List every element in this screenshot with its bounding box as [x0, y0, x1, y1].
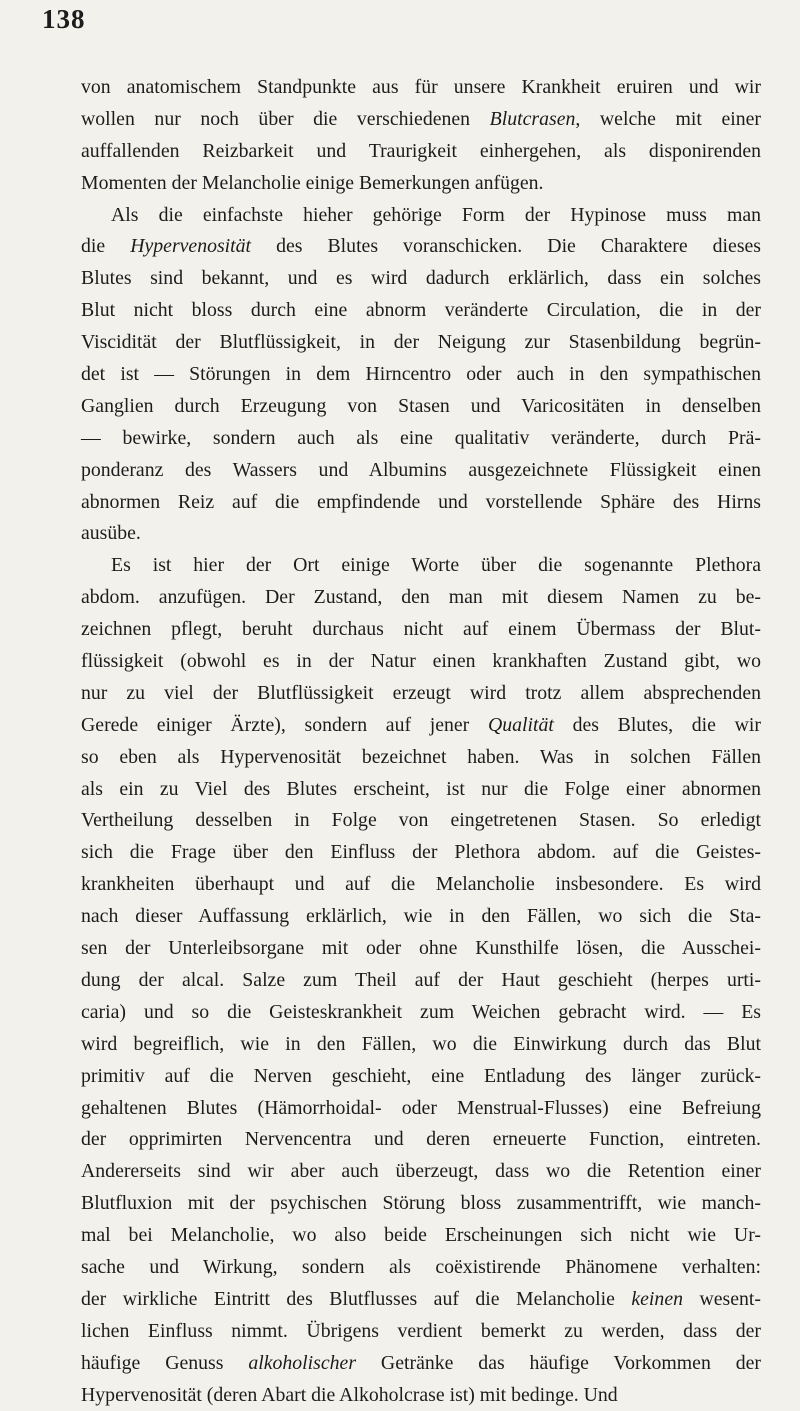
body-text — [81, 72, 761, 1411]
text-line: krankheiten überhaupt und auf die Melancholie insbesondere. Es wird — [81, 873, 761, 896]
text-line: Ganglien durch Erzeugung von Stasen und Varicositäten in denselben — [81, 394, 761, 417]
text-line: det ist — Störungen in dem Hirncentro oder auch in den sympathischen — [81, 363, 761, 386]
text-line: nach dieser Auffassung erklärlich, wie in den Fällen, wo sich die Sta- — [81, 905, 761, 928]
text-line: der opprimirten Nervencentra und deren erneuerte Function, eintreten. — [81, 1128, 761, 1151]
text-line: abdom. anzufügen. Der Zustand, den man mit diesem Namen zu be- — [81, 586, 761, 609]
emphasized-term: keinen — [631, 1287, 683, 1310]
text-line: — bewirke, sondern auch als eine qualitativ veränderte, durch Prä- — [81, 426, 761, 449]
text-line: als ein zu Viel des Blutes erscheint, ist nur die Folge einer abnormen — [81, 777, 761, 800]
text-line: ponderanz des Wassers und Albumins ausgezeichnete Flüssigkeit einen — [81, 458, 761, 481]
text-line: sache und Wirkung, sondern als coëxistirende Phänomene verhalten: — [81, 1255, 761, 1278]
text-line: lichen Einfluss nimmt. Übrigens verdient bemerkt zu werden, dass der — [81, 1319, 761, 1342]
text-line: Blut nicht bloss durch eine abnorm veränderte Circulation, die in der — [81, 299, 761, 322]
text-line: Gerede einiger Ärzte), sondern auf jener Qualität des Blutes, die wir — [81, 713, 762, 736]
page-number: 138 — [42, 4, 86, 34]
text-line: Hypervenosität (deren Abart die Alkoholcrase ist) mit bedinge. Und — [81, 1383, 618, 1406]
text-line: gehaltenen Blutes (Hämorrhoidal- oder Menstrual-Flusses) eine Befreiung — [81, 1096, 761, 1119]
text-line: zeichnen pflegt, beruht durchaus nicht auf einem Übermass der Blut- — [81, 618, 761, 641]
text-line: flüssigkeit (obwohl es in der Natur einen krankhaften Zustand gibt, wo — [81, 650, 761, 673]
text-line: Andererseits sind wir aber auch überzeugt, dass wo die Retention einer — [81, 1160, 761, 1183]
text-line: Vertheilung desselben in Folge von eingetretenen Stasen. So erledigt — [81, 809, 761, 832]
emphasized-term: Hypervenosität — [130, 235, 252, 258]
text-line: dung der alcal. Salze zum Theil auf der Haut geschieht (herpes urti- — [81, 968, 761, 991]
text-line: Viscidität der Blutflüssigkeit, in der Neigung zur Stasenbildung begrün- — [81, 331, 761, 354]
text-line: auffallenden Reizbarkeit und Traurigkeit einhergehen, als disponirenden — [81, 139, 761, 162]
text-line: Blutfluxion mit der psychischen Störung bloss zusammentrifft, wie manch- — [81, 1192, 761, 1215]
text-line: sich die Frage über den Einfluss der Plethora abdom. auf die Geistes- — [81, 841, 761, 864]
text-line: ausübe. — [81, 522, 141, 545]
emphasized-term: alkoholischer — [248, 1351, 357, 1374]
text-line: nur zu viel der Blutflüssigkeit erzeugt wird trotz allem absprechenden — [81, 681, 761, 704]
emphasized-term: Blutcrasen — [489, 107, 576, 130]
text-line: der wirkliche Eintritt des Blutflusses auf die Melancholie keinen wesent- — [81, 1287, 761, 1310]
text-line: caria) und so die Geisteskrankheit zum Weichen gebracht wird. — Es — [81, 1000, 761, 1023]
text-line: abnormen Reiz auf die empfindende und vorstellende Sphäre des Hirns — [81, 490, 761, 513]
text-line: Momenten der Melancholie einige Bemerkungen anfügen. — [81, 171, 544, 194]
text-line: so eben als Hypervenosität bezeichnet haben. Was in solchen Fällen — [81, 745, 761, 768]
text-line: Blutes sind bekannt, und es wird dadurch erklärlich, dass ein solches — [81, 267, 761, 290]
text-line: Als die einfachste hieher gehörige Form der Hypinose muss man — [111, 203, 761, 226]
text-line: sen der Unterleibsorgane mit oder ohne Kunsthilfe lösen, die Ausschei- — [81, 937, 761, 960]
text-line: die Hypervenosität des Blutes voranschicken. Die Charaktere dieses — [81, 235, 761, 258]
text-line: mal bei Melancholie, wo also beide Erscheinungen sich nicht wie Ur- — [81, 1224, 761, 1247]
text-line: primitiv auf die Nerven geschieht, eine Entladung des länger zurück- — [81, 1064, 761, 1087]
text-line: wollen nur noch über die verschiedenen Blutcrasen, welche mit einer — [81, 107, 761, 130]
text-line: wird begreiflich, wie in den Fällen, wo die Einwirkung durch das Blut — [81, 1032, 761, 1055]
text-line: häufige Genuss alkoholischer Getränke das häufige Vorkommen der — [81, 1351, 761, 1374]
text-line: Es ist hier der Ort einige Worte über die sogenannte Plethora — [111, 554, 761, 577]
emphasized-term: Qualität — [487, 713, 554, 736]
text-line: von anatomischem Standpunkte aus für unsere Krankheit eruiren und wir — [81, 76, 761, 98]
